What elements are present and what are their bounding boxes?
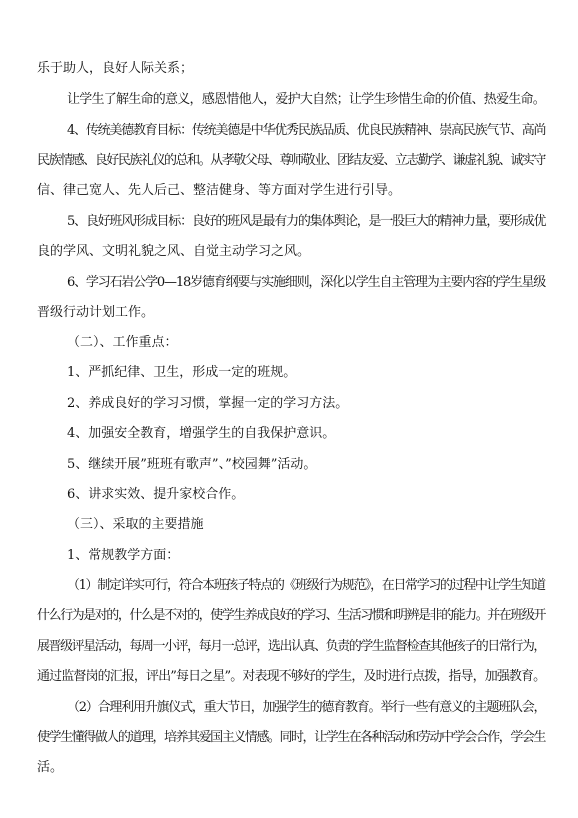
text-line-20: 展晋级评星活动，每周一小评，每月一总评，选出认真、负责的学生监督检查其他孩子的日常行为，: [37, 639, 545, 654]
text-line-23: 使学生懂得做人的道理，培养其爱国主义情感。同时，让学生在各种活动和劳动中学会合作，学会生: [37, 730, 545, 745]
text-line-8: 6、学习石岩公学0—18岁德育纲要与实施细则，深化以学生自主管理为主要内容的学生星级: [67, 275, 546, 290]
text-line-17: 1、常规教学方面：: [67, 548, 180, 563]
text-line-6: 5、良好班风形成目标：良好的班风是最有力的集体舆论，是一股巨大的精神力量，要形成优: [67, 214, 546, 229]
text-line-5: 信、律己宽人、先人后己、整洁健身、等方面对学生进行引导。: [37, 183, 402, 198]
text-line-24: 活。: [37, 760, 64, 775]
text-line-21: 通过监督岗的汇报，评出”每日之星”。对表现不够好的学生，及时进行点拨，指导，加强教育。: [37, 669, 546, 684]
text-line-18: （1）制定详实可行，符合本班孩子特点的《班级行为规范》，在日常学习的过程中让学生知道: [67, 578, 545, 593]
text-line-11: 1、严抓纪律、卫生，形成一定的班规。: [67, 365, 297, 380]
text-line-14: 5、继续开展”班班有歌声”、”校园舞”活动。: [67, 457, 317, 472]
text-line-4: 民族情感、良好民族礼仪的总和。从孝敬父母、尊师敬业、团结友爱、立志勤学、谦虚礼貌、诚实守: [37, 153, 545, 168]
text-line-9: 晋级行动计划工作。: [37, 305, 155, 320]
text-line-2: 让学生了解生命的意义，感恩惜他人，爱护大自然；让学生珍惜生命的价值、热爱生命。: [67, 92, 545, 107]
text-line-13: 4、加强安全教育，增强学生的自我保护意识。: [67, 426, 336, 441]
text-line-1: 乐于助人，良好人际关系；: [37, 61, 194, 76]
text-line-19: 什么行为是对的，什么是不对的，使学生养成良好的学习、生活习惯和明辨是非的能力。并在班级开: [37, 608, 545, 623]
text-line-22: （2）合理利用升旗仪式，重大节日，加强学生的德育教育。举行一些有意义的主题班队会，: [67, 700, 546, 715]
text-line-12: 2、养成良好的学习习惯，掌握一定的学习方法。: [67, 396, 349, 411]
text-line-7: 良的学风、文明礼貌之风、自觉主动学习之风。: [37, 244, 311, 259]
text-line-15: 6、讲求实效、提升家校合作。: [67, 487, 245, 502]
section-heading-3: （三）、采取的主要措施: [67, 517, 204, 532]
text-line-3: 4、传统美德教育目标：传统美德是中华优秀民族品质、优良民族精神、崇高民族气节、高尚: [67, 123, 546, 138]
section-heading-2: （二）、工作重点：: [67, 335, 178, 350]
